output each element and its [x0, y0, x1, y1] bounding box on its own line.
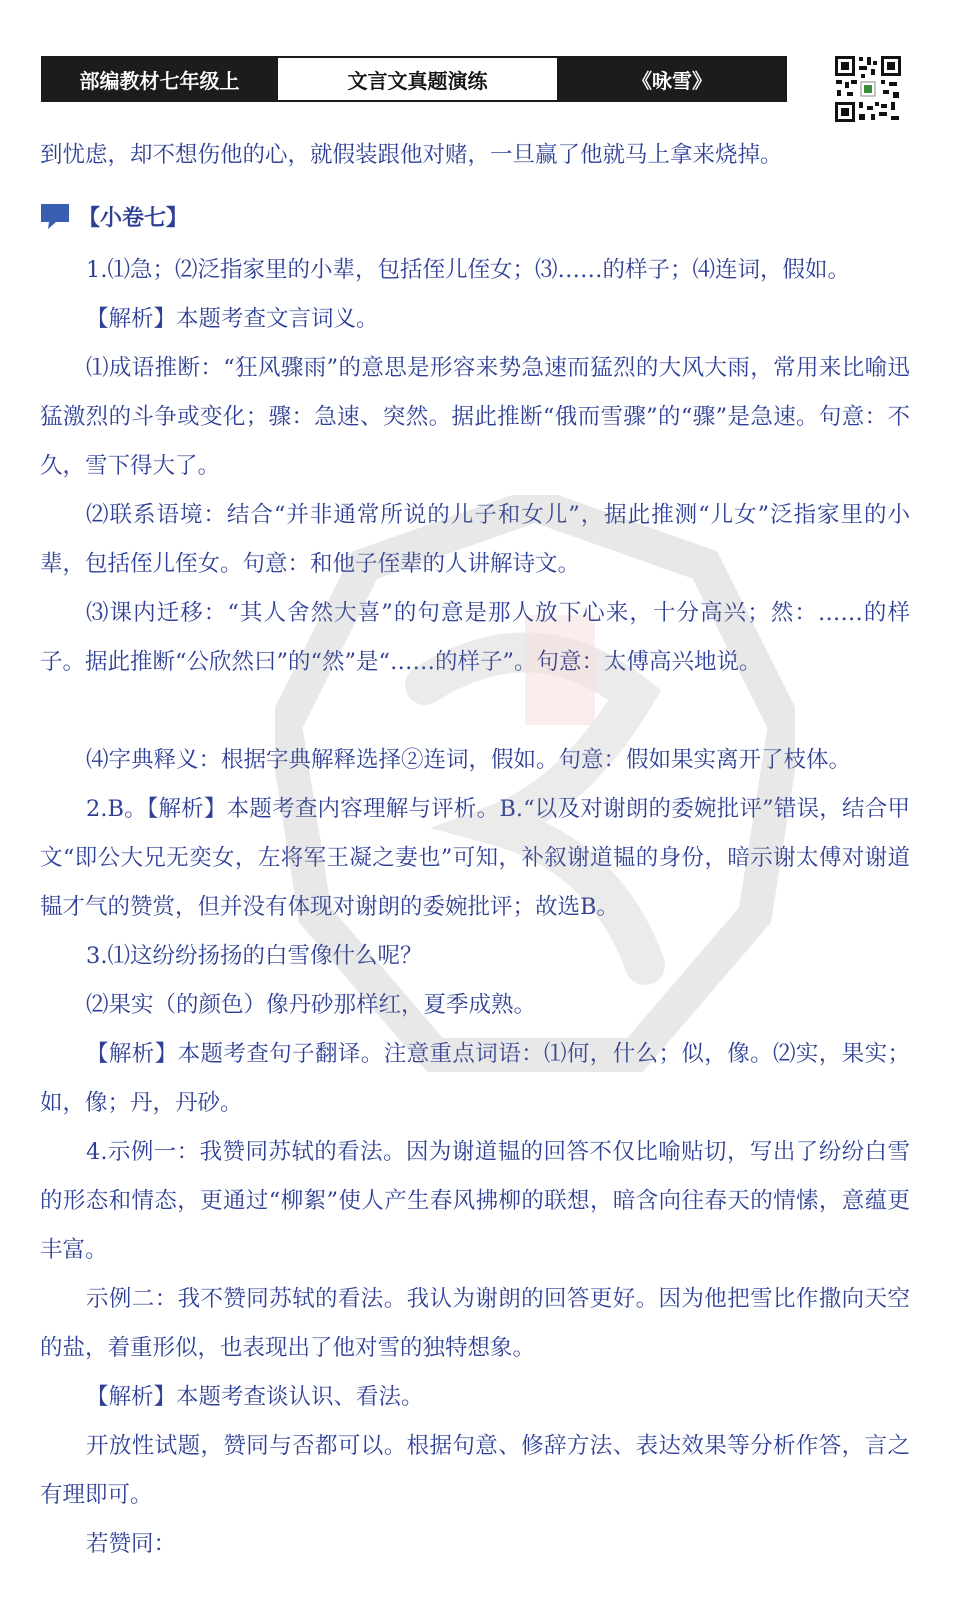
analysis-4-detail: 开放性试题，赞同与否都可以。根据句意、修辞方法、表达效果等分析作答，言之有理即可。 — [40, 1433, 910, 1508]
section-title — [38, 196, 188, 236]
answer-2: 2.B。【解析】本题考查内容理解与评析。B.“以及对谢朗的委婉批评”错误，结合甲文“即公大兄无奕女，左将军王凝之妻也”可知，补叙谢道韫的身份，暗示谢太傅对谢道韫才气的赞赏，但并没有体现对谢朗的委婉批评；故选B。 — [40, 796, 910, 920]
analysis-1-part-3: ⑶课内迁移：“其人舍然大喜”的句意是那人放下心来，十分高兴；然：……的样子。据此推断“公欣然曰”的“然”是“……的样子”。句意：太傅高兴地说。 — [40, 600, 910, 675]
header-bar — [41, 56, 787, 102]
analysis-3: 【解析】本题考查句子翻译。注意重点词语：⑴何，什么；似，像。⑵实，果实；如，像；丹，丹砂。 — [40, 1041, 910, 1116]
answer-1: 1.⑴急；⑵泛指家里的小辈，包括侄儿侄女；⑶……的样子；⑷连词，假如。 — [86, 257, 850, 283]
analysis-1-part-2: ⑵联系语境：结合“并非通常所说的儿子和女儿”，据此推测“儿女”泛指家里的小辈，包括侄儿侄女。句意：和他子侄辈的人讲解诗文。 — [40, 502, 910, 577]
para-continuation: 到忧虑，却不想伤他的心，就假装跟他对赌，一旦赢了他就马上拿来烧掉。 — [40, 142, 783, 168]
header-grade: 部编教材七年级上 — [43, 58, 276, 100]
answer-3-part-1: 3.⑴这纷纷扬扬的白雪像什么呢？ — [86, 943, 423, 969]
answer-4-example-2: 示例二：我不赞同苏轼的看法。我认为谢朗的回答更好。因为他把雪比作撒向天空的盐，着重形似，也表现出了他对雪的独特想象。 — [40, 1286, 910, 1361]
section-title-text: 【小卷七】 — [78, 205, 189, 231]
answer-3-part-2: ⑵果实（的颜色）像丹砂那样红，夏季成熟。 — [86, 992, 537, 1018]
answer-4-example-1: 4.示例一：我赞同苏轼的看法。因为谢道韫的回答不仅比喻贴切，写出了纷纷白雪的形态和情态，更通过“柳絮”使人产生春风拂柳的联想，暗含向往春天的情愫，意蕴更丰富。 — [40, 1139, 910, 1263]
header-title: 文言文真题演练 — [276, 58, 559, 100]
speech-bubble-icon — [38, 201, 72, 231]
header-lesson: 《咏雪》 — [559, 58, 785, 100]
analysis-1-part-1: ⑴成语推断：“狂风骤雨”的意思是形容来势急速而猛烈的大风大雨，常用来比喻迅猛激烈的斗争或变化；骤：急速、突然。据此推断“俄而雪骤”的“骤”是急速。句意：不久，雪下得大了。 — [40, 355, 910, 479]
analysis-1-part-4: ⑷字典释义：根据字典解释选择②连词，假如。句意：假如果实离开了枝体。 — [86, 747, 852, 773]
analysis-1: 【解析】本题考查文言词义。 — [86, 306, 379, 332]
analysis-4-if-agree: 若赞同： — [86, 1531, 177, 1557]
analysis-4: 【解析】本题考查谈认识、看法。 — [86, 1384, 424, 1410]
qr-code-icon — [833, 54, 903, 124]
